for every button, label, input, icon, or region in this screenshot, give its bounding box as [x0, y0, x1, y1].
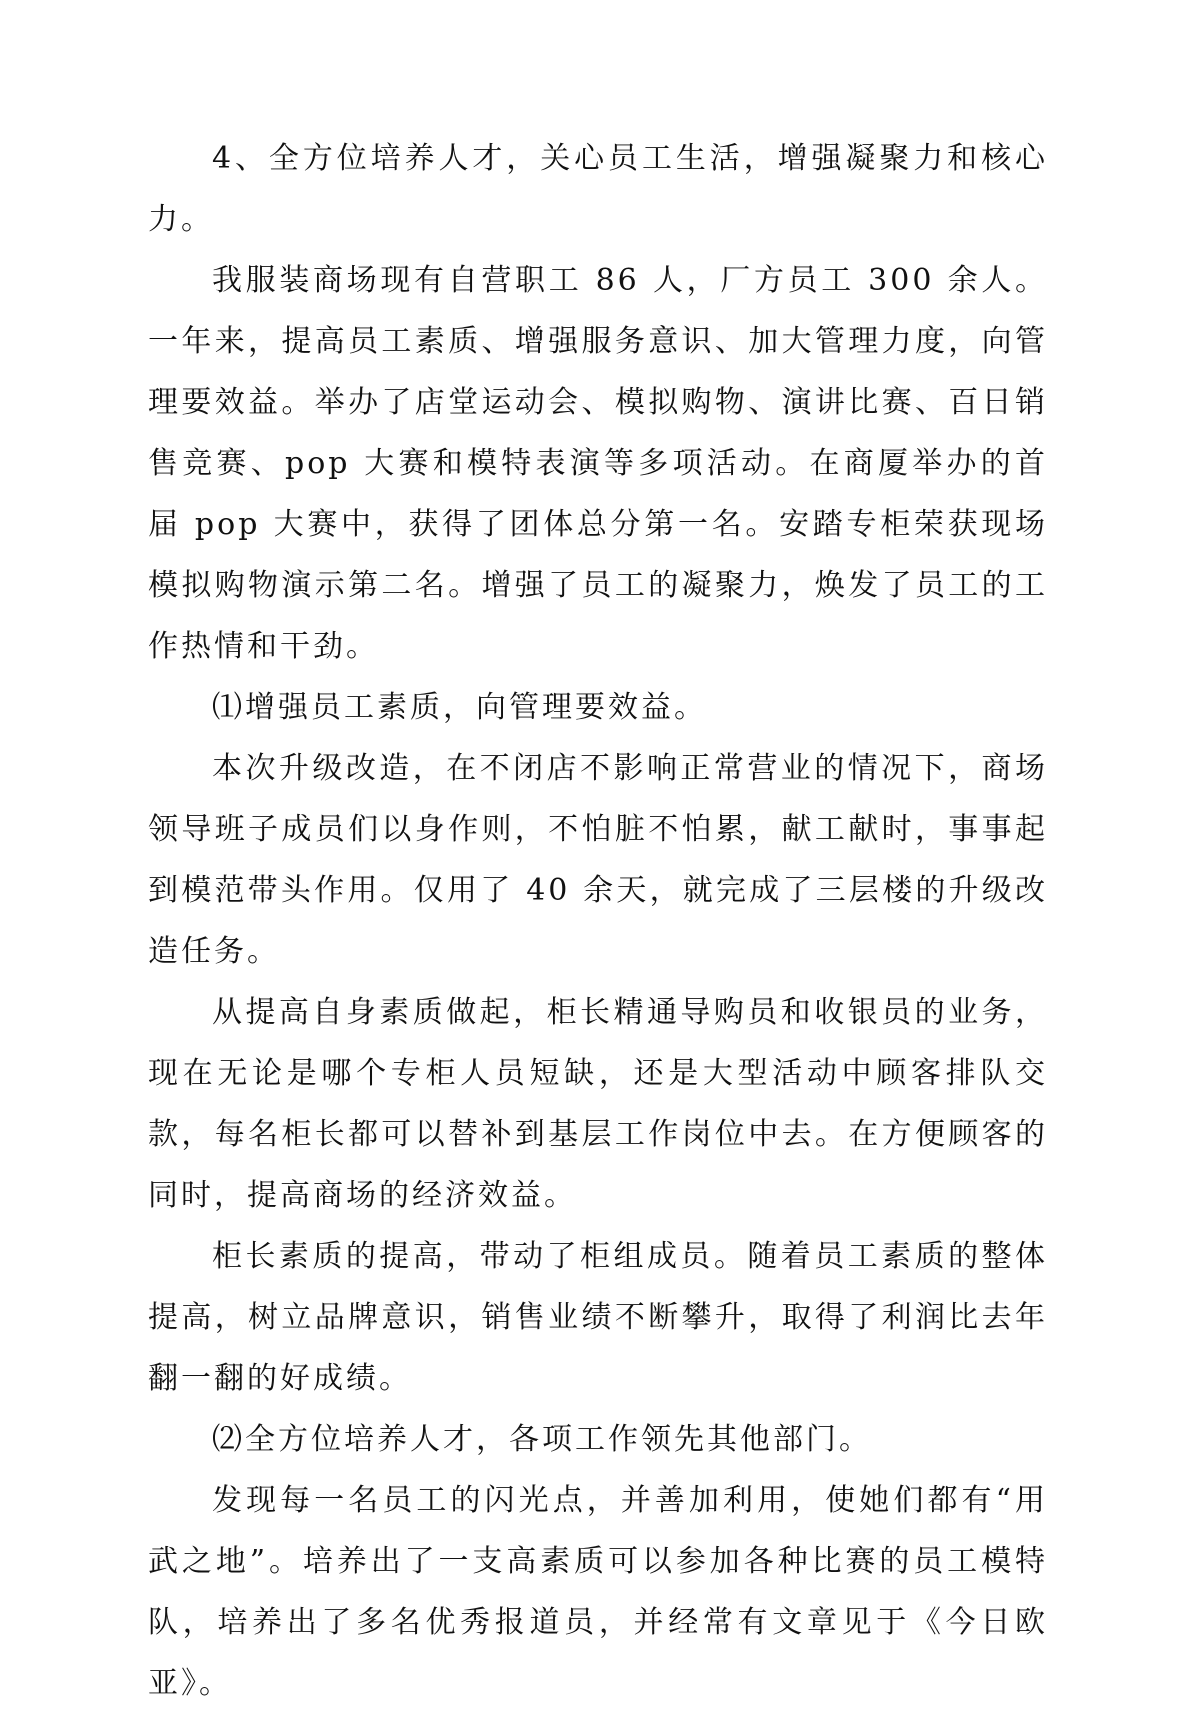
document-body — [148, 128, 1048, 1714]
paragraph-counter-manager-skills: 从提高自身素质做起，柜长精通导购员和收银员的业务，现在无论是哪个专柜人员短缺，还是大型活动中顾客排队交款，每名柜长都可以替补到基层工作岗位中去。在方便顾客的同时，提高商场的经济效益。 — [148, 995, 1048, 1213]
paragraph-quality-improvement: 柜长素质的提高，带动了柜组成员。随着员工素质的整体提高，树立品牌意识，销售业绩不断攀升，取得了利润比去年翻一翻的好成绩。 — [148, 1239, 1048, 1396]
paragraph-subheading-2: ⑵全方位培养人才，各项工作领先其他部门。 — [212, 1422, 872, 1457]
paragraph-talent-development: 发现每一名员工的闪光点，并善加利用，使她们都有“用武之地”。培养出了一支高素质可以参加各种比赛的员工模特队，培养出了多名优秀报道员，并经常有文章见于《今日欧亚》。 — [148, 1483, 1048, 1701]
paragraph-renovation: 本次升级改造，在不闭店不影响正常营业的情况下，商场领导班子成员们以身作则，不怕脏不怕累，献工献时，事事起到模范带头作用。仅用了 40 余天，就完成了三层楼的升级改造任务。 — [148, 751, 1048, 969]
paragraph-staff-overview: 我服装商场现有自营职工 86 人，厂方员工 300 余人。一年来，提高员工素质、增强服务意识、加大管理力度，向管理要效益。举办了店堂运动会、模拟购物、演讲比赛、百日销售竞赛、pop 大赛和模特表演等多项活动。在商厦举办的首届 pop 大赛中，获得了团体总分第一名。安踏专柜荣获现场模拟购物演示第二名。增强了员工的凝聚力，焕发了员工的工作热情和干劲。 — [148, 263, 1048, 664]
paragraph-subheading-1: ⑴增强员工素质，向管理要效益。 — [212, 690, 707, 725]
paragraph-section-heading-4: 4、全方位培养人才，关心员工生活，增强凝聚力和核心力。 — [148, 141, 1048, 237]
